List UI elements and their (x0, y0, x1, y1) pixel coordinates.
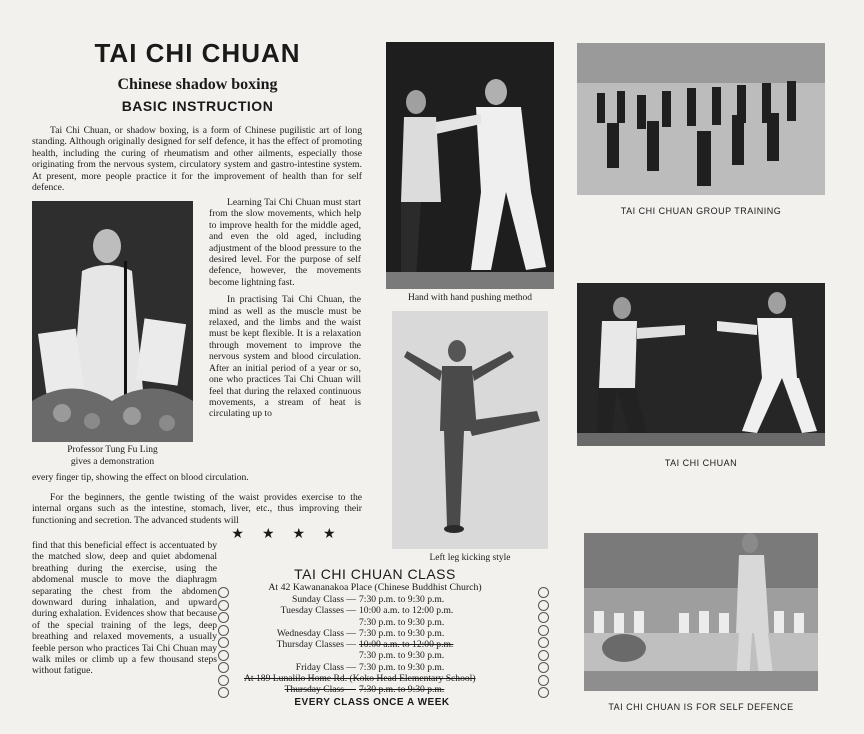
left-leg-caption: Left leg kicking style (429, 553, 511, 563)
schedule-row: Sunday Class — 7:30 p.m. to 9:30 p.m. (292, 594, 445, 605)
schedule-row: Friday Class — 7:30 p.m. to 9:30 p.m. (295, 661, 445, 673)
old-address: At 189 Lunalilo Home Rd. (Koko Head Elementary School) (244, 673, 476, 685)
schedule-row: Thursday Classes — 10:00 a.m. to 12:00 p.m. (276, 639, 454, 651)
learning-paragraph: Learning Tai Chi Chuan must start from the slow movements, which help to improve health for the middle aged, and even the old aged, including adjustment of the blood pressure to the desired level. For the purpose of self defence, however, the movements become lightning fast. (209, 197, 361, 288)
professor-caption: Professor Tung Fu Ling gives a demonstration (67, 445, 158, 467)
schedule-row: 7:30 p.m. to 9:30 p.m. (359, 650, 445, 662)
class-title: TAI CHI CHUAN CLASS (294, 566, 456, 582)
practising-paragraph: In practising Tai Chi Chuan, the mind as well as the muscle must be relaxed, and the limbs and the waist must be kept flexible. It is a relaxation through movement to improve the nervous system and blood circulation. After an initial period of a year or so, one who practices Tai Chi Chuan will feel that during the relaxed continuous movements, a stream of heat is circulating up to (209, 294, 361, 420)
left-decorative-circles (214, 586, 232, 700)
self-defence-photo (584, 533, 818, 691)
old-schedule-row: Thursday Class — 7:30 p.m. to 9:30 p.m. (284, 684, 445, 696)
tip-line: every finger tip, showing the effect on blood circulation. (32, 472, 249, 483)
left-leg-photo (392, 311, 548, 549)
evidences-paragraph: find that this beneficial effect is accentuated by the matched slow, deep and quiet abdomenal breathing during the exercise, using the abdomenal muscle to move the diaphragm separating the chest from the abdomen downward during inhalation, and upward during exhalation. Evidences show that because of the special training of the legs, deep breathing and relaxed movements, a usually feeble person who practices Tai Chi Chuan may walk miles or climb up a few thousand steps without fatigue. (32, 540, 217, 677)
group-training-caption: TAI CHI CHUAN GROUP TRAINING (620, 206, 782, 216)
page-subtitle: Chinese shadow boxing (117, 76, 278, 93)
beginners-paragraph: For the beginners, the gentle twisting of the waist provides exercise to the internal organs such as the intestine, stomach, liver, etc., thus improving their functioning and secretion. The advanced students will (32, 492, 362, 526)
group-training-photo (577, 43, 825, 195)
right-decorative-circles (534, 586, 552, 700)
intro-paragraph: Tai Chi Chuan, or shadow boxing, is a form of Chinese pugilistic art of long standing. Although originally designed for self defence, it has the effect of promoting health, including the curing of rheumatism and other ailments, especially those originating from the nervous system, circulatory system and gastro-intestine system. At present, more people practice it for the improvement of health than for self defence. (32, 125, 362, 194)
section-heading: BASIC INSTRUCTION (121, 98, 274, 114)
class-address: At 42 Kawananakoa Place (Chinese Buddhist Church) (268, 582, 482, 593)
schedule-row: Tuesday Classes — 10:00 a.m. to 12:00 p.m. (280, 605, 454, 617)
hand-pushing-caption: Hand with hand pushing method (407, 293, 532, 303)
self-defence-caption: TAI CHI CHUAN IS FOR SELF DEFENCE (608, 702, 794, 712)
class-footer: EVERY CLASS ONCE A WEEK (294, 697, 450, 708)
tai-chi-chuan-caption: TAI CHI CHUAN (664, 458, 738, 468)
hand-pushing-photo (386, 42, 554, 289)
professor-photo (32, 201, 193, 442)
star-divider: ★★★★ (231, 527, 354, 542)
text-column (209, 197, 361, 426)
page-title: TAI CHI CHUAN (94, 38, 301, 68)
class-schedule (238, 594, 518, 696)
tai-chi-chuan-photo (577, 283, 825, 446)
schedule-row: 7:30 p.m. to 9:30 p.m. (359, 616, 445, 628)
schedule-row: Wednesday Class — 7:30 p.m. to 9:30 p.m. (276, 627, 445, 639)
